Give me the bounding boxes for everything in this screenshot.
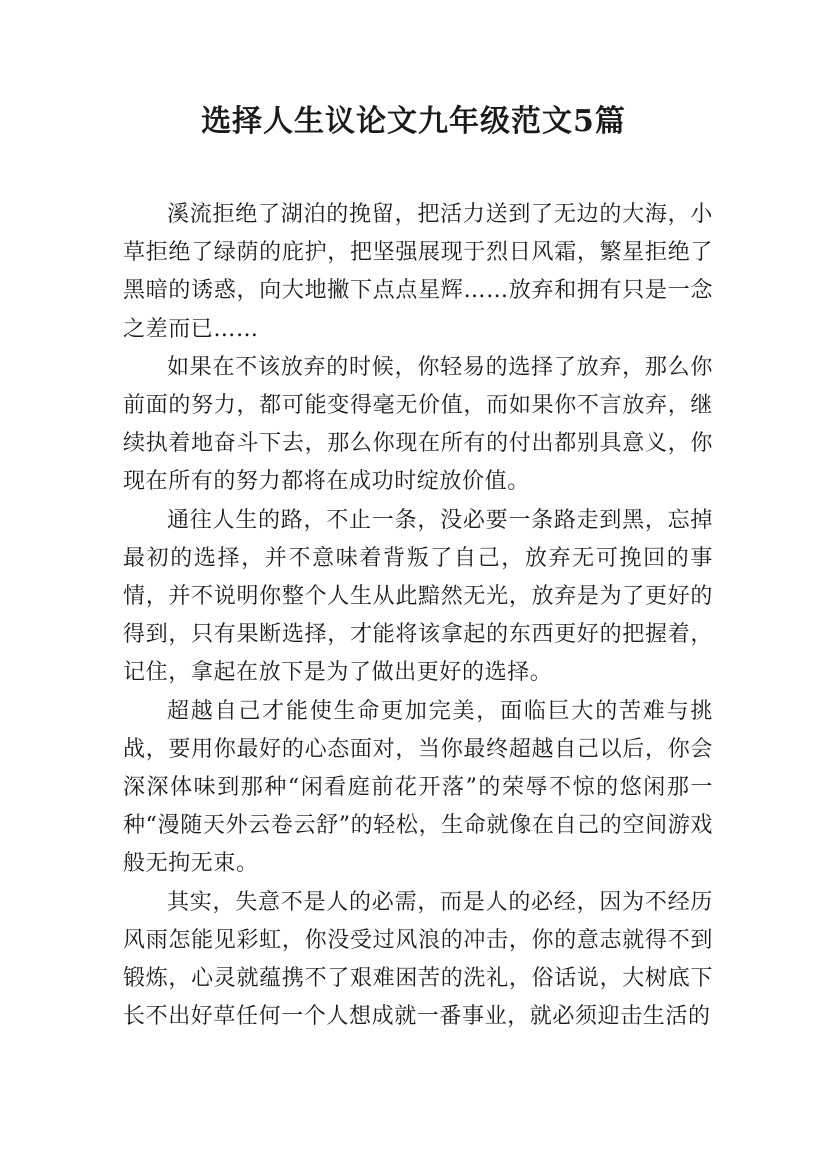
document-body <box>123 196 713 1036</box>
paragraph-2: 如果在不该放弃的时候，你轻易的选择了放弃，那么你前面的努力，都可能变得毫无价值，而如果你不言放弃，继续执着地奋斗下去，那么你现在所有的付出都别具意义，你现在所有的努力都将在成功时绽放价值。 <box>123 354 713 495</box>
paragraph-3: 通往人生的路，不止一条，没必要一条路走到黑，忘掉最初的选择，并不意味着背叛了自己，放弃无可挽回的事情，并不说明你整个人生从此黯然无光，放弃是为了更好的得到，只有果断选择，才能将该拿起的东西更好的把握着，记住，拿起在放下是为了做出更好的选择。 <box>123 507 713 686</box>
paragraph-1: 溪流拒绝了湖泊的挽留，把活力送到了无边的大海，小草拒绝了绿荫的庇护，把坚强展现于烈日风霜，繁星拒绝了黑暗的诱惑，向大地撇下点点星辉……放弃和拥有只是一念之差而已…… <box>123 202 713 342</box>
paragraph-5: 其实，失意不是人的必需，而是人的必经，因为不经历风雨怎能见彩虹，你没受过风浪的冲击，你的意志就得不到锻炼，心灵就蕴携不了艰难困苦的洗礼，俗话说，大树底下长不出好草任何一个人想成就一番事业，就必须迎击生活的 <box>123 889 713 1030</box>
document-title: 选择人生议论文九年级范文5篇 <box>201 104 626 139</box>
paragraph-4: 超越自己才能使生命更加完美，面临巨大的苦难与挑战，要用你最好的心态面对，当你最终超越自己以后，你会深深体味到那种“闲看庭前花开落”的荣辱不惊的悠闲那一种“漫随天外云卷云舒”的轻松，生命就像在自己的空间游戏般无拘无束。 <box>123 698 713 877</box>
